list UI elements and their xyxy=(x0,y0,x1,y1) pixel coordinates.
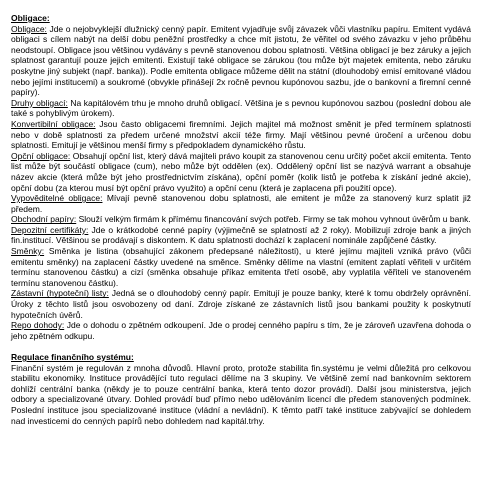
definition-paragraph xyxy=(11,119,471,151)
definition-paragraph xyxy=(11,193,471,214)
definition-paragraph xyxy=(11,151,471,193)
definition-text: Směnka je listina (obsahující zákonem předepsané náležitosti), u které jejímu majiteli vzniká právo (vůči emitentu směnky) na zaplacení částky uvedené na směnce. Směnky dělíme na vlastní (emitent zaplatí věřiteli v určitém termínu stanovenou částku) a cizí (směnka obsahuje příkaz emitenta třetí osobě, aby vyplatila věřiteli ve stanoveném termínu stanovenou částku). xyxy=(11,246,471,288)
definition-text: Jde o nejobvyklejší dlužnický cenný papír. Emitent vyjadřuje svůj závazek vůči vlastníku papíru. Emitent vydává obligaci s cílem nabýt na delší dobu peněžní prostředky a chce mít jistotu, že věřitel od svého závazku v jeho průběhu neodstoupí. Obligace jsou většinou vydávány s pevně stanovenou dobou splatnosti. Většina obligací je bez záruky a jejich splatnost garantují pouze jejich emitenti. Existují také obligace se zárukou (tou může být majetek emitenta, nebo záruku poskytne jiný subjekt (např. banka)). Podle emitenta obligace můžeme dělit na státní (dlouhodobý emisí emitované vládou nebo jejími institucemi) a soukromé (obvykle přinášejí 2x ročně pevnou kupónovou sazbu, jde o bankovní a firemní cenné papíry). xyxy=(11,23,471,98)
definition-text: Slouží velkým firmám k přímému financování svých potřeb. Firmy se tak mohou vyhnout úvěrům u bank. xyxy=(76,214,471,225)
section-obligace xyxy=(11,13,471,341)
definition-term: Směnky: xyxy=(11,246,45,257)
definition-paragraph xyxy=(11,214,471,225)
definition-term: Depozitní certifikáty: xyxy=(11,224,89,235)
section-regulace xyxy=(11,352,471,426)
definition-text: Jsou často obligacemi firemními. Jejich majitel má možnost směnit je před termínem splatnosti nebo v době splatnosti za předem určené množství akcií téže firmy. Mají většinou pevné úročení a určenou dobu splatnosti. Emitují je většinou menší firmy s předpokladem dynamického růstu. xyxy=(11,118,471,151)
definition-term: Obchodní papíry: xyxy=(11,214,77,225)
definition-text: Mívají pevně stanovenou dobu splatnosti, ale emitent je může za stanovený kurz splatit již předem. xyxy=(11,193,471,214)
definition-term: Konvertibilní obligace: xyxy=(11,118,96,129)
definition-paragraph xyxy=(11,320,471,341)
definition-list xyxy=(11,24,471,342)
definition-text: Jde o dohodu o zpětném odkoupení. Jde o prodej cenného papíru s tím, že je zároveň uzavřena dohoda o jeho zpětném odkupu. xyxy=(11,320,472,341)
definition-paragraph xyxy=(11,225,471,246)
definition-term: Zástavní (hypoteční) listy: xyxy=(11,288,109,299)
definition-text: Jde o krátkodobé cenné papíry (výjimečně se splatností až 2 roky). Mobilizují zdroje bank a jiných fin.institucí. Většinou se prodávají s diskontem. K datu splatnosti dochází k zaplacení nominále zapůjčené částky. xyxy=(11,224,471,246)
section-heading: Obligace: xyxy=(11,13,50,23)
spacer xyxy=(11,341,471,352)
definition-paragraph xyxy=(11,288,471,320)
definition-text: Na kapitálovém trhu je mnoho druhů obligací. Většina je s pevnou kupónovou sazbou (poslední dobou ale také s pohyblivým úrokem). xyxy=(11,97,471,119)
definition-term: Druhy obligací: xyxy=(11,97,68,108)
definition-term: Vypověditelné obligace: xyxy=(11,193,103,204)
definition-paragraph xyxy=(11,24,471,98)
definition-term: Obligace: xyxy=(11,23,47,34)
definition-text: Jedná se o dlouhodobý cenný papír. Emitují je pouze banky, které k tomu obdržely oprávnění. Úroky z těchto listů jsou osvobozeny od daní. Zdroje získané ze zástavních listů jsou bankami použity k poskytnutí hypotečních úvěrů. xyxy=(11,288,471,320)
definition-paragraph xyxy=(11,246,471,288)
definition-term: Repo dohody: xyxy=(11,320,65,331)
section-heading: Regulace finančního systému: xyxy=(11,352,134,362)
section-body: Finanční systém je regulován z mnoha důvodů. Hlavní proto, protože stabilita fin.systému je velmi důležitá pro celkovou stabilitu ekonomiky. Instituce provádějící tuto regulaci dělíme na 3 skupiny. Ve většině zemí nad bankovním sektorem dohlíží centrální banka (někdy je to pouze centrální banka, která tento dozor provádí). Další jsou ministerstva, jejich odbory a specializované útvary. Dohled provádí buď přímo nebo udělováním licencí dle předem stanovených podmínek. Poslední instituce jsou specializované instituce (vládní a nevládní). K těmto patří také instituce zabývající se dohledem nad investicemi do cenných papírů nebo dohledem nad kapitál.trhy. xyxy=(11,362,471,426)
definition-paragraph xyxy=(11,98,471,119)
definition-term: Opční obligace: xyxy=(11,150,71,161)
definition-text: Obsahují opční list, který dává majiteli právo koupit za stanovenou cenu určitý počet akcií emitenta. Tento list může být součástí obligace (cum), nebo může být oddělen (ex). Oddělený opční list se nazývá warrant a obsahuje název akcie (která může být jeho prostřednictvím získána), opční poměr (kolik listů je potřeba k získání jedné akcie), opční dobu (za kterou musí být opční právo využito) a opční cenu (která je zaplacena při použití opce). xyxy=(11,150,471,193)
